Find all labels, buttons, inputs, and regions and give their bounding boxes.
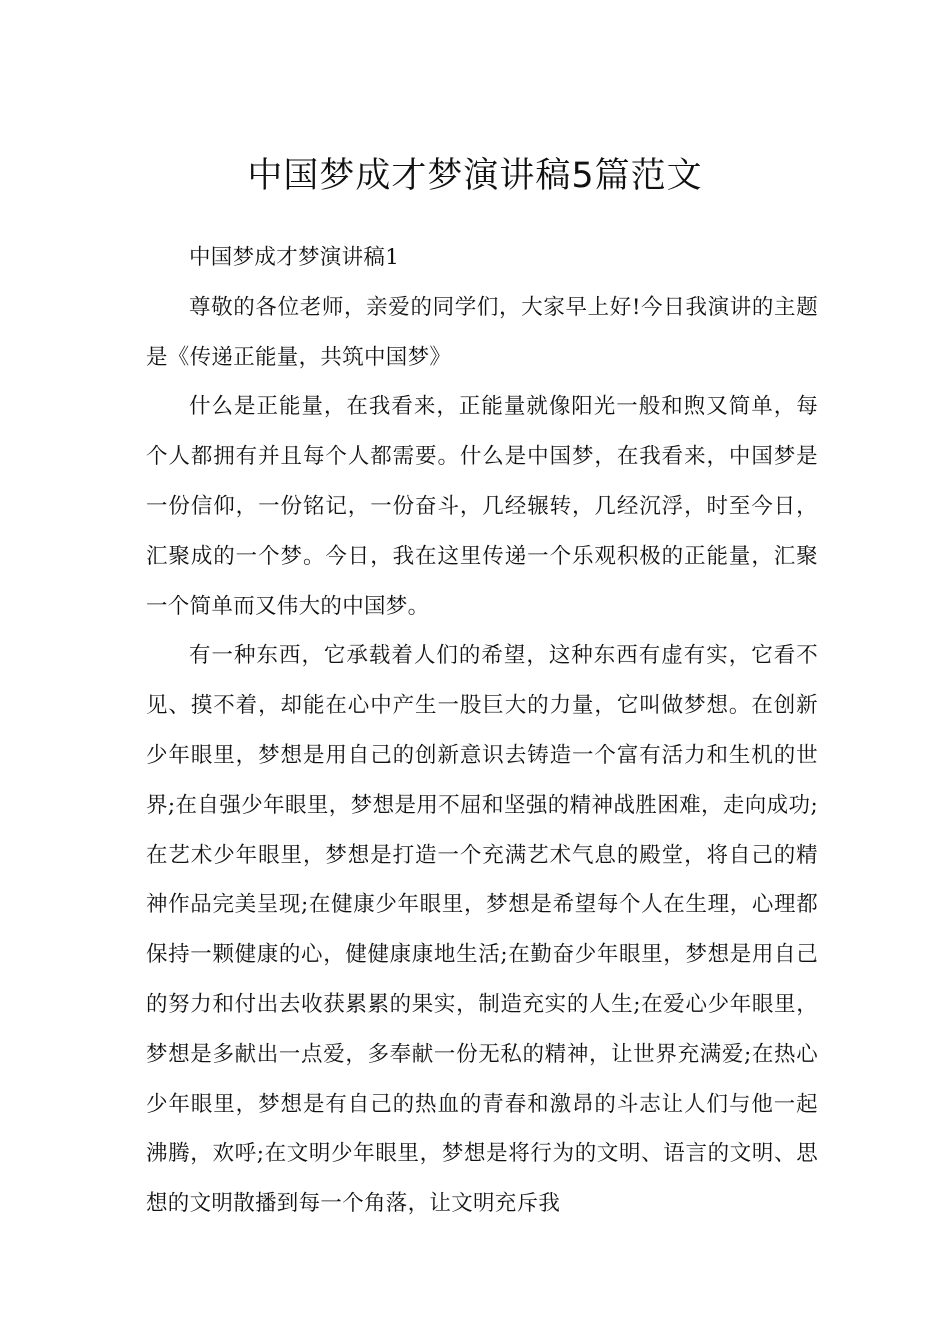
paragraph-greeting: 尊敬的各位老师，亲爱的同学们，大家早上好!今日我演讲的主题是《传递正能量，共筑中国梦》 [146,294,818,370]
paragraph-positive-energy: 什么是正能量，在我看来，正能量就像阳光一般和煦又简单，每个人都拥有并且每个人都需要。什么是中国梦，在我看来，中国梦是一份信仰，一份铭记，一份奋斗，几经辗转，几经沉浮，时至今日，汇聚成的一个梦。今日，我在这里传递一个乐观积极的正能量，汇聚一个简单而又伟大的中国梦。 [146,394,818,619]
paragraph-speech-heading: 中国梦成才梦演讲稿1 [189,245,400,270]
paragraph-dreams: 有一种东西，它承载着人们的希望，这种东西有虚有实，它看不见、摸不着，却能在心中产生一股巨大的力量，它叫做梦想。在创新少年眼里，梦想是用自己的创新意识去铸造一个富有活力和生机的世界;在自强少年眼里，梦想是用不屈和坚强的精神战胜困难，走向成功;在艺术少年眼里，梦想是打造一个充满艺术气息的殿堂，将自己的精神作品完美呈现;在健康少年眼里，梦想是希望每个人在生理，心理都保持一颗健康的心，健健康康地生活;在勤奋少年眼里，梦想是用自己的努力和付出去收获累累的果实，制造充实的人生;在爱心少年眼里，梦想是多献出一点爱，多奉献一份无私的精神，让世界充满爱;在热心少年眼里，梦想是有自己的热血的青春和激昂的斗志让人们与他一起沸腾，欢呼;在文明少年眼里，梦想是将行为的文明、语言的文明、思想的文明散播到每一个角落，让文明充斥我 [146,643,818,1217]
document-title: 中国梦成才梦演讲稿5篇范文 [247,156,703,197]
document-body [146,233,818,1229]
